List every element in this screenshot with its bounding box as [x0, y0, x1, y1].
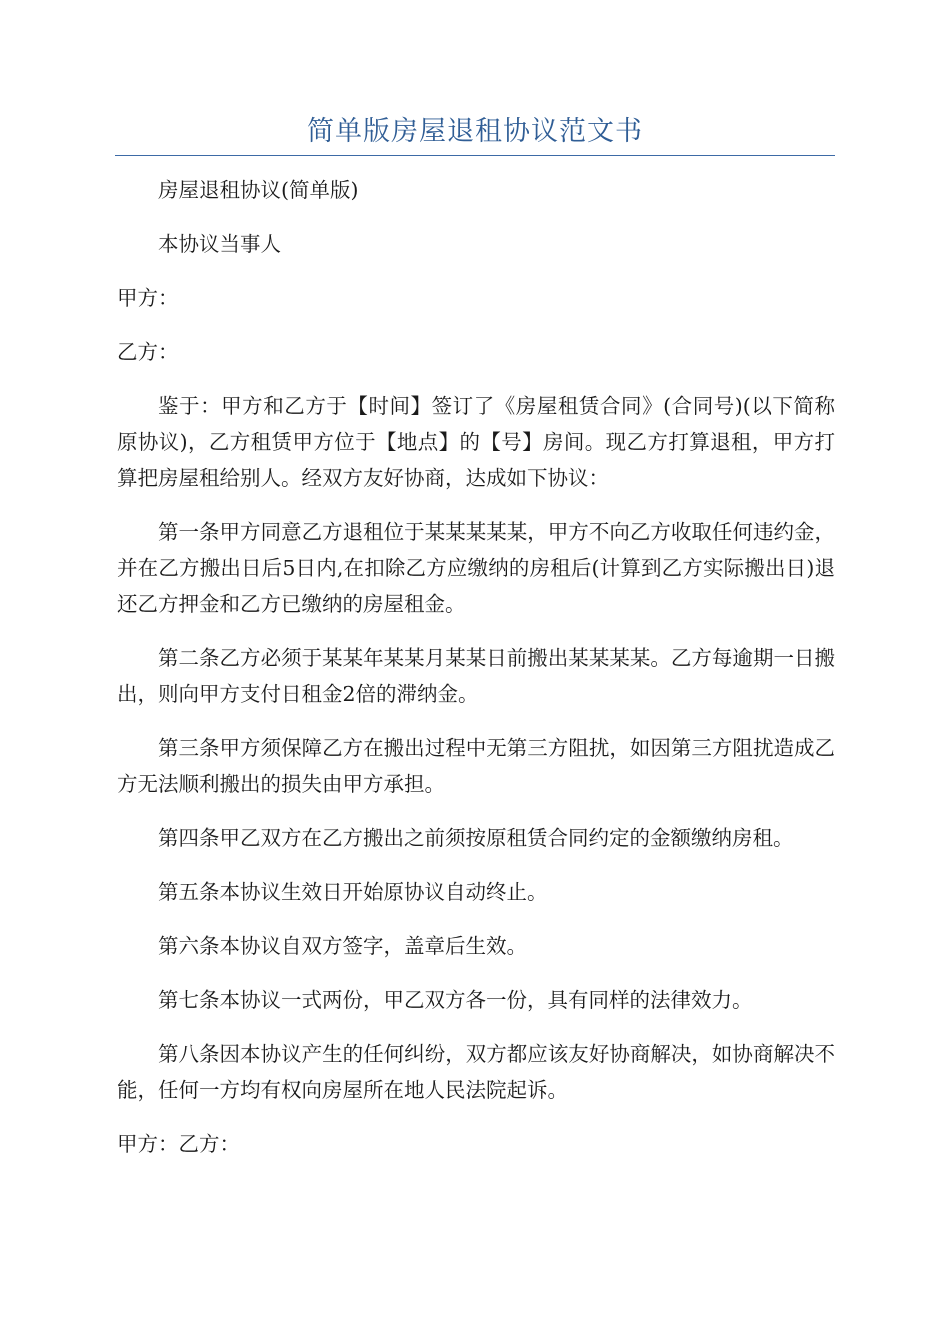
document-title: 简单版房屋退租协议范文书	[307, 116, 643, 147]
paragraph-article-7: 第七条本协议一式两份，甲乙双方各一份，具有同样的法律效力。	[158, 988, 753, 1012]
paragraph-article-3: 第三条甲方须保障乙方在搬出过程中无第三方阻扰，如因第三方阻扰造成乙方无法顺利搬出的损失由甲方承担。	[117, 736, 835, 796]
paragraph-article-8: 第八条因本协议产生的任何纠纷，双方都应该友好协商解决，如协商解决不能，任何一方均有权向房屋所在地人民法院起诉。	[117, 1042, 835, 1102]
document-body	[117, 172, 835, 1180]
paragraph-article-1: 第一条甲方同意乙方退租位于某某某某某，甲方不向乙方收取任何违约金，并在乙方搬出日后5日内,在扣除乙方应缴纳的房租后(计算到乙方实际搬出日)退还乙方押金和乙方已缴纳的房屋租金。	[117, 520, 835, 616]
paragraph-article-6: 第六条本协议自双方签字，盖章后生效。	[158, 934, 527, 958]
paragraph-heading: 房屋退租协议(简单版)	[158, 178, 359, 202]
title-underline	[115, 155, 835, 156]
paragraph-party-b: 乙方：	[117, 340, 179, 364]
paragraph-party-a: 甲方：	[117, 286, 179, 310]
paragraph-parties-intro: 本协议当事人	[158, 232, 281, 256]
paragraph-article-4: 第四条甲乙双方在乙方搬出之前须按原租赁合同约定的金额缴纳房租。	[158, 826, 794, 850]
paragraph-article-5: 第五条本协议生效日开始原协议自动终止。	[158, 880, 548, 904]
paragraph-recital: 鉴于：甲方和乙方于【时间】签订了《房屋租赁合同》(合同号)(以下简称原协议)，乙方租赁甲方位于【地点】的【号】房间。现乙方打算退租，甲方打算把房屋租给别人。经双方友好协商，达成如下协议：	[117, 394, 835, 490]
paragraph-article-2: 第二条乙方必须于某某年某某月某某日前搬出某某某某。乙方每逾期一日搬出，则向甲方支付日租金2倍的滞纳金。	[117, 646, 835, 706]
paragraph-signatures: 甲方：乙方：	[117, 1132, 240, 1156]
